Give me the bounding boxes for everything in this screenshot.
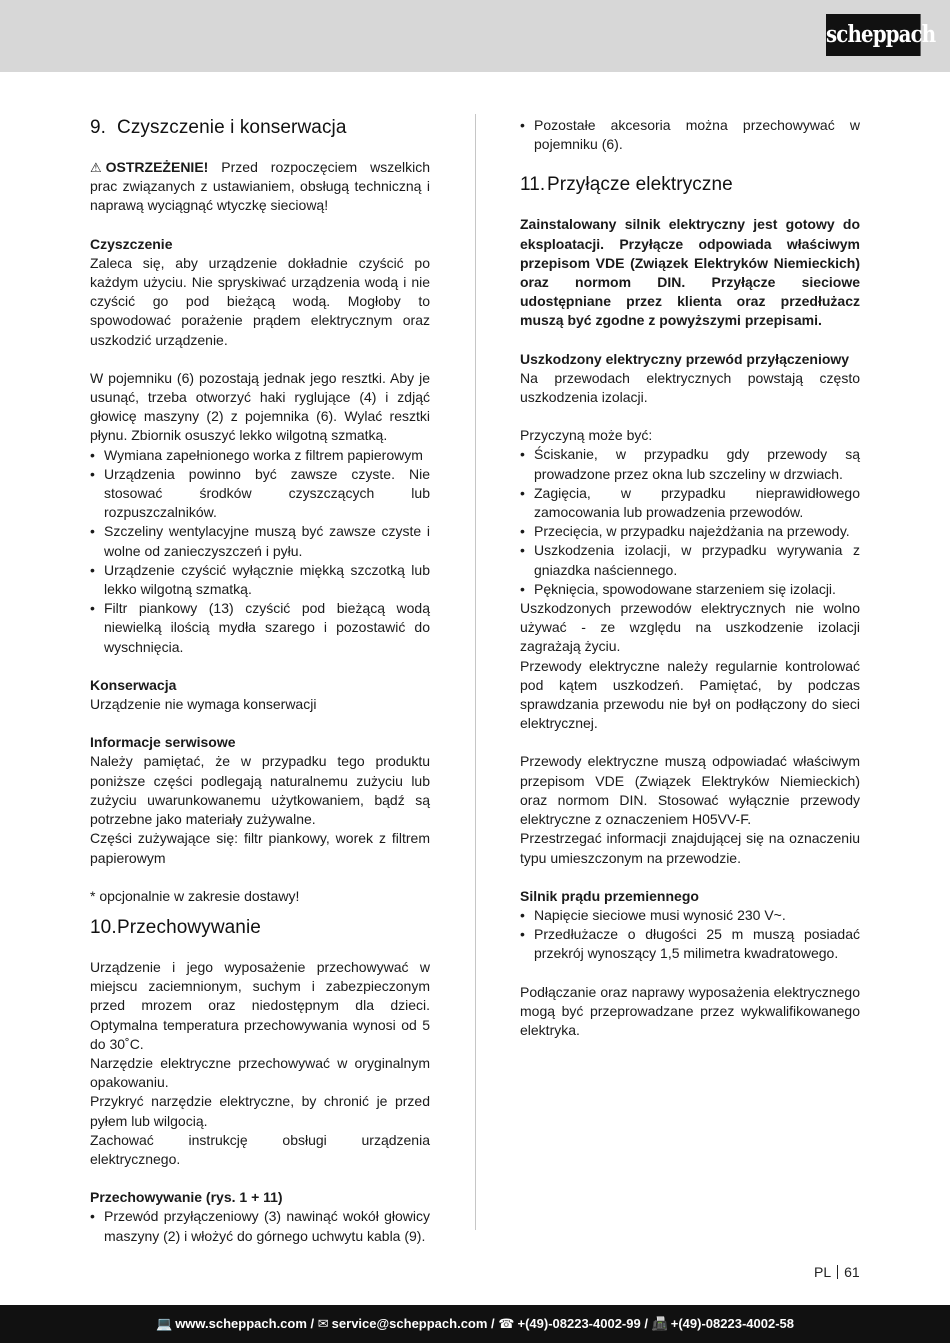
fax-icon: 📠 xyxy=(651,1316,668,1331)
damaged-paragraph-1: Na przewodach elektrycznych powstają często uszkodzenia izolacji. xyxy=(520,369,860,406)
warning-label: OSTRZEŻENIE! xyxy=(105,159,209,175)
list-item: • Urządzenia powinno być zawsze czyste. Nie stosować środków czyszczących lub rozpuszczalników. xyxy=(90,465,430,523)
section-9-heading xyxy=(90,116,430,140)
cleaning-paragraph-2: W pojemniku (6) pozostają jednak jego resztki. Aby je usunąć, trzeba otworzyć haki ryglujące (4) i zdjąć głowicę maszyny (2) z pojemnika (6). Wylać resztki płynu. Zbiornik osuszyć lekko wilgotną szmatką. xyxy=(90,369,430,444)
page-number-value: 61 xyxy=(844,1264,860,1280)
subheading-service: Informacje serwisowe xyxy=(90,734,236,751)
electrical-intro: Zainstalowany silnik elektryczny jest gotowy do eksploatacji. Przyłącze odpowiada właściwym przepisom VDE (Związek Elektryków Niemieckich) oraz normom DIN. Przyłącze sieciowe udostępniane przez klienta oraz przedłużacz muszą być zgodne z powyższymi przepisami. xyxy=(520,216,860,329)
list-item: • Filtr piankowy (13) czyścić pod bieżącą wodą niewielką ilością mydła szarego i pozostawić do wyschnięcia. xyxy=(90,599,430,657)
subheading-maintenance: Konserwacja xyxy=(90,676,177,693)
list-item: • Pęknięcia, spowodowane starzeniem się izolacji. xyxy=(520,580,860,599)
causes-list xyxy=(520,445,860,599)
maintenance-text: Urządzenie nie wymaga konserwacji xyxy=(90,696,317,713)
brand-logo: scheppach xyxy=(826,14,921,56)
section-number: 11. xyxy=(520,174,546,196)
footer-email: service@scheppach.com / xyxy=(331,1316,495,1331)
column-divider xyxy=(475,114,476,1230)
optional-note: * opcjonalnie w zakresie dostawy! xyxy=(90,887,300,904)
right-column xyxy=(520,116,860,1040)
section-number: 10. xyxy=(90,916,117,938)
cleaning-list xyxy=(90,446,430,657)
storage-list xyxy=(90,1207,430,1245)
damaged-paragraph-3: Przewody elektryczne należy regularnie kontrolować pod kątem uszkodzeń. Pamiętać, by podczas sprawdzania przewodu nie był on podłączony do sieci elektrycznej. xyxy=(520,657,860,732)
list-item: • Przewód przyłączeniowy (3) nawinąć wokół głowicy maszyny (2) i włożyć do górnego uchwytu kabla (9). xyxy=(90,1207,430,1245)
cables-paragraph-1: Przewody elektryczne muszą odpowiadać właściwym przepisom VDE (Związek Elektryków Niemieckich) oraz normom DIN. Stosować wyłącznie przewody elektryczne z oznaczeniem H05VV-F. xyxy=(520,753,860,828)
warning-text: Przed rozpoczęciem wszelkich prac związanych z ustawianiem, obsługą techniczną i naprawą wyciągnąć wtyczkę sieciową! xyxy=(90,159,431,214)
storage-paragraph-2: Narzędzie elektryczne przechowywać w oryginalnym opakowaniu. xyxy=(90,1054,430,1091)
cleaning-paragraph-1: Zaleca się, aby urządzenie dokładnie czyścić po każdym użyciu. Nie spryskiwać urządzenia wodą i nie czyścić go pod bieżącą wodą. Mogłoby to spowodować porażenie prądem elektrycznym oraz uszkodzić urządzenie. xyxy=(90,254,430,348)
phone-icon: ☎ xyxy=(498,1316,515,1331)
header-bar xyxy=(0,0,950,72)
footer-bar xyxy=(0,1305,950,1343)
section-11-heading xyxy=(520,173,860,197)
damaged-paragraph-2: Uszkodzonych przewodów elektrycznych nie wolno używać - ze względu na uszkodzenie izolacji zagrażają życiu. xyxy=(520,600,860,655)
warning-paragraph xyxy=(90,158,430,216)
list-item: • Szczeliny wentylacyjne muszą być zawsze czyste i wolne od zanieczyszczeń i pyłu. xyxy=(90,522,430,560)
warning-triangle-icon: ⚠ xyxy=(90,160,102,175)
footer-fax: +(49)-08223-4002-58 xyxy=(670,1316,794,1331)
storage-paragraph-1: Urządzenie i jego wyposażenie przechowywać w miejscu zaciemnionym, suchym i zabezpieczonym przed mrozem oraz niedostępnym dla dzieci. Optymalna temperatura przechowywania wynosi od 5 do 30˚C. xyxy=(90,958,430,1052)
monitor-icon: 💻 xyxy=(156,1316,173,1331)
cables-paragraph-2: Przestrzegać informacji znajdującej się na oznaczeniu typu umieszczonym na przewodzie. xyxy=(520,830,860,866)
page-number xyxy=(814,1264,860,1280)
storage-paragraph-4: Zachować instrukcję obsługi urządzenia elektrycznego. xyxy=(90,1131,430,1167)
final-paragraph: Podłączanie oraz naprawy wyposażenia elektrycznego mogą być przeprowadzane przez wykwalifikowanego elektryka. xyxy=(520,983,860,1038)
causes-intro: Przyczyną może być: xyxy=(520,427,653,444)
page-language: PL xyxy=(814,1264,832,1280)
left-column xyxy=(90,116,430,1246)
list-item: • Uszkodzenia izolacji, w przypadku wyrywania z gniazdka naściennego. xyxy=(520,541,860,579)
list-item: • Ściskanie, w przypadku gdy przewody są prowadzone przez okna lub szczeliny w drzwiach. xyxy=(520,445,860,483)
list-item: • Wymiana zapełnionego worka z filtrem papierowym xyxy=(90,446,430,465)
section-number: 9. xyxy=(90,117,107,138)
subheading-ac-motor: Silnik prądu przemiennego xyxy=(520,887,699,904)
email-icon: ✉ xyxy=(317,1316,329,1331)
list-item: • Przedłużacze o długości 25 m muszą posiadać przekrój wynoszący 1,5 milimetra kwadratowego. xyxy=(520,925,860,963)
footer-phone: +(49)-08223-4002-99 / xyxy=(517,1316,648,1331)
ac-motor-list xyxy=(520,906,860,964)
service-paragraph-2: Części zużywające się: filtr piankowy, worek z filtrem papierowym xyxy=(90,830,430,866)
page-number-separator xyxy=(837,1265,838,1279)
subheading-damaged-cable: Uszkodzony elektryczny przewód przyłączeniowy xyxy=(520,350,850,367)
section-10-heading xyxy=(90,916,430,940)
list-item: • Pozostałe akcesoria można przechowywać w pojemniku (6). xyxy=(520,116,860,154)
storage-paragraph-3: Przykryć narzędzie elektryczne, by chronić je przed pyłem lub wilgocią. xyxy=(90,1093,430,1129)
list-item: • Urządzenie czyścić wyłącznie miękką szczotką lub lekko wilgotną szmatką. xyxy=(90,561,430,599)
list-item: • Napięcie sieciowe musi wynosić 230 V~. xyxy=(520,906,860,925)
section-title: Przyłącze elektryczne xyxy=(547,174,733,196)
section-title: Przechowywanie xyxy=(117,916,261,938)
subheading-cleaning: Czyszczenie xyxy=(90,235,173,252)
section-title: Czyszczenie i konserwacja xyxy=(117,117,347,138)
accessories-list xyxy=(520,116,860,154)
list-item: • Przecięcia, w przypadku najeżdżania na przewody. xyxy=(520,522,860,541)
list-item: • Zagięcia, w przypadku nieprawidłowego zamocowania lub prowadzenia przewodów. xyxy=(520,484,860,522)
subheading-storage-figure: Przechowywanie (rys. 1 + 11) xyxy=(90,1189,283,1206)
service-paragraph-1: Należy pamiętać, że w przypadku tego produktu poniższe części podlegają naturalnemu zużyciu lub zużyciu uwarunkowanemu użytkowaniem, bądź są potrzebne jako materiały zużywalne. xyxy=(90,753,430,828)
footer-website: www.scheppach.com / xyxy=(175,1316,315,1331)
